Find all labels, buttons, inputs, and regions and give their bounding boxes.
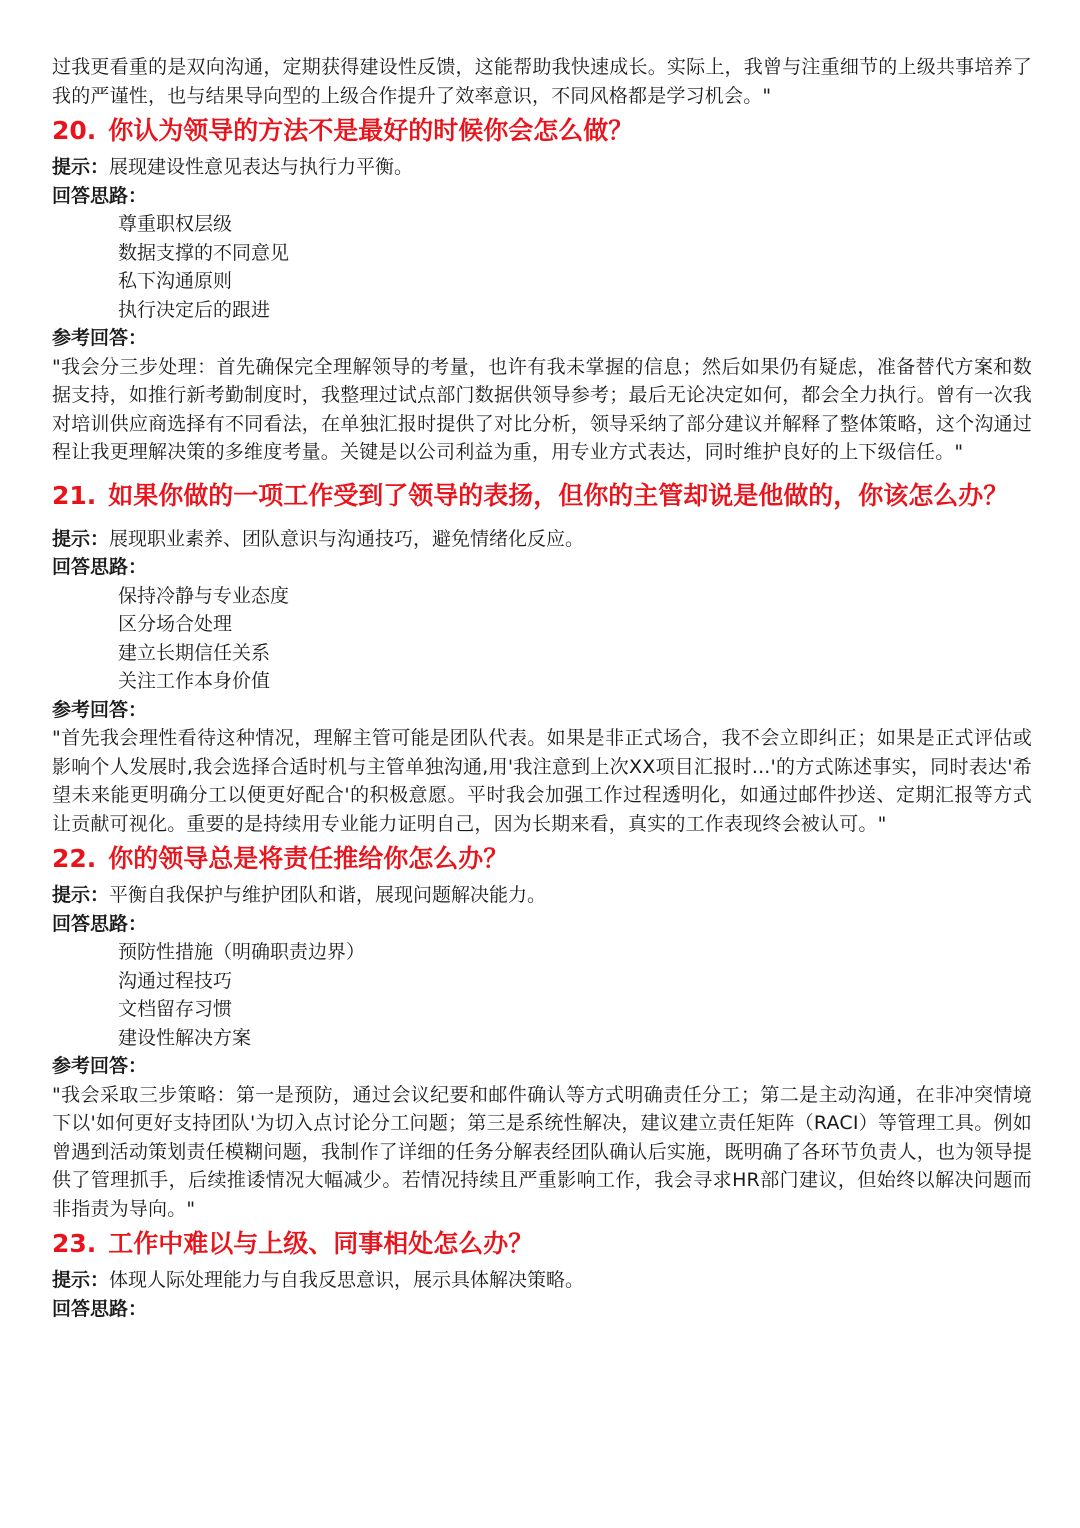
document-page [52,0,1032,1323]
answer-label: 参考回答： [52,1055,148,1077]
hint-label: 提示： [52,884,110,906]
question-number: 22. [52,844,97,873]
question-22 [52,843,1032,1223]
answer-label: 参考回答： [52,327,148,349]
hint-text: 展现职业素养、团队意识与沟通技巧，避免情绪化反应。 [109,527,585,550]
list-item: 数据支撑的不同意见 [118,241,290,264]
answer-paragraph: "首先我会理性看待这种情况，理解主管可能是团队代表。如果是非正式场合，我不会立即纠正；如果是正式评估或影响个人发展时,我会选择合适时机与主管单独沟通,用'我注意到上次XX项目汇报时...'的方式陈述事实，同时表达'希望未来能更明确分工以便更好配合'的积极意愿。平时我会加强工作过程透明化，如通过邮件抄送、定期汇报等方式让贡献可视化。重要的是持续用专业能力证明自己，因为长期来看，真实的工作表现终会被认可。" [52,727,1032,835]
hint-line [52,525,1032,554]
hint-label: 提示： [52,527,110,550]
list-item: 保持冷静与专业态度 [118,584,290,607]
list-item: 沟通过程技巧 [118,969,233,992]
question-text: 工作中难以与上级、同事相处怎么办？ [108,1229,534,1258]
list-item: 尊重职权层级 [118,213,233,235]
answer-line [52,1052,1032,1081]
hint-text: 平衡自我保护与维护团队和谐，展现问题解决能力。 [109,884,547,906]
question-20 [52,115,1032,467]
hint-line [52,1266,1032,1295]
approach-points [52,938,1032,1052]
answer-line [52,696,1032,725]
question-title [52,1228,1032,1260]
answer-label: 参考回答： [52,698,148,721]
question-text: 如果你做的一项工作受到了领导的表扬，但你的主管却说是他做的，你该怎么办？ [108,480,1009,510]
intro-paragraph: 过我更看重的是双向沟通，定期获得建设性反馈，这能帮助我快速成长。实际上，我曾与注重细节的上级共事培养了我的严谨性，也与结果导向型的上级合作提升了效率意识，不同风格都是学习机会。" [52,56,1032,107]
list-item: 关注工作本身价值 [118,670,271,692]
question-21 [52,467,1032,839]
approach-label: 回答思路： [52,912,148,935]
question-number: 23. [52,1229,97,1258]
hint-text: 展现建设性意见表达与执行力平衡。 [109,156,414,178]
list-item: 私下沟通原则 [118,270,233,292]
list-item: 区分场合处理 [118,613,233,635]
answer-line [52,324,1032,353]
question-number: 21. [52,480,97,510]
question-title [52,115,1032,147]
approach-points [52,582,1032,696]
question-text: 你的领导总是将责任推给你怎么办？ [108,844,509,873]
hint-label: 提示： [52,1269,110,1291]
list-item: 建立长期信任关系 [118,641,271,664]
list-item: 预防性措施（明确职责边界） [118,941,366,963]
hint-line [52,153,1032,182]
question-23 [52,1228,1032,1323]
list-item: 执行决定后的跟进 [118,298,271,321]
approach-label: 回答思路： [52,184,148,207]
approach-points [52,210,1032,324]
approach-label: 回答思路： [52,556,148,578]
approach-line [52,1295,1032,1324]
question-title [52,467,1032,525]
approach-label: 回答思路： [52,1297,148,1320]
question-title [52,843,1032,875]
list-item: 文档留存习惯 [118,998,233,1020]
question-number: 20. [52,116,97,145]
hint-text: 体现人际处理能力与自我反思意识，展示具体解决策略。 [109,1269,585,1291]
answer-paragraph: "我会分三步处理：首先确保完全理解领导的考量，也许有我未掌握的信息；然后如果仍有疑虑，准备替代方案和数据支持，如推行新考勤制度时，我整理过试点部门数据供领导参考；最后无论决定如何，都会全力执行。曾有一次我对培训供应商选择有不同看法，在单独汇报时提供了对比分析，领导采纳了部分建议并解释了整体策略，这个沟通过程让我更理解决策的多维度考量。关键是以公司利益为重，用专业方式表达，同时维护良好的上下级信任。" [52,355,1032,463]
approach-line [52,910,1032,939]
question-text: 你认为领导的方法不是最好的时候你会怎么做？ [108,116,634,145]
hint-label: 提示： [52,156,110,178]
list-item: 建设性解决方案 [118,1026,252,1049]
hint-line [52,881,1032,910]
answer-paragraph: "我会采取三步策略：第一是预防，通过会议纪要和邮件确认等方式明确责任分工；第二是主动沟通，在非冲突情境下以'如何更好支持团队'为切入点讨论分工问题；第三是系统性解决，建议建立责任矩阵（RACI）等管理工具。例如曾遇到活动策划责任模糊问题，我制作了详细的任务分解表经团队确认后实施，既明确了各环节负责人，也为领导提供了管理抓手，后续推诿情况大幅减少。若情况持续且严重影响工作，我会寻求HR部门建议，但始终以解决问题而非指责为导向。" [52,1083,1032,1220]
approach-line [52,553,1032,582]
approach-line [52,182,1032,211]
